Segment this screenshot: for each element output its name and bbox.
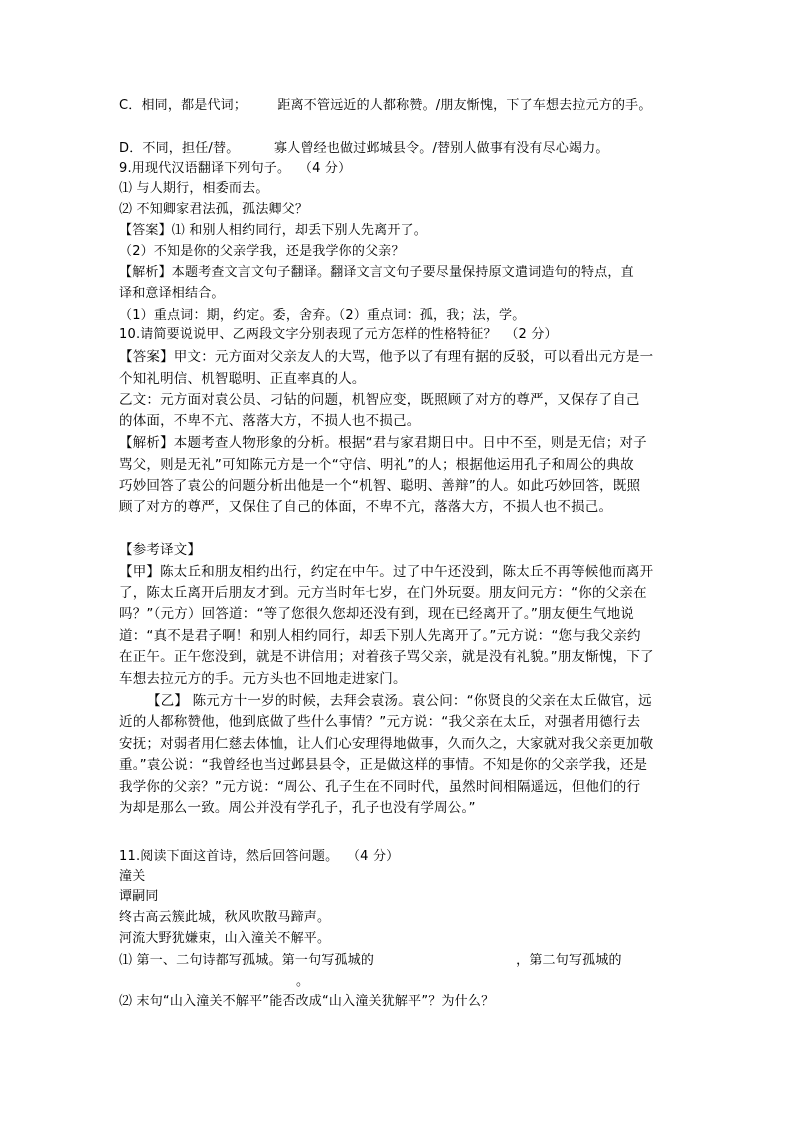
answer-9-line-1: 【答案】⑴ 和别人相约同行，却丢下别人先离开了。	[119, 223, 427, 238]
analysis-9-line-3: （1）重点词：期，约定。委，舍弃。（2）重点词：孤，我；法，学。	[119, 308, 526, 323]
poem-line-2: 河流大野犹嫌束，山入潼关不解平。	[119, 931, 331, 946]
reference-line-9: 安抚；对弱者用仁慈去体恤，让人们心安理得地做事，久而久之，大家就对我父亲更加敬	[119, 736, 654, 752]
question-11-item-1-part-a: ⑴ 第一、二句诗都写孤城。第一句写孤城的	[119, 953, 375, 968]
reference-line-7: 【乙】 陈元方十一岁的时候，去拜会袁汤。袁公问：“你贤良的父亲在太丘做官，远	[147, 693, 652, 709]
question-11: 11.阅读下面这首诗，然后回答问题。 （4 分）	[119, 849, 400, 864]
analysis-9-line-1: 【解析】本题考查文言文句子翻译。翻译文言文句子要尽量保持原文遣词造句的特点，直	[119, 265, 634, 280]
answer-10-line-4: 的体面，不卑不亢、落落大方，不损人也不损己。	[119, 413, 421, 429]
analysis-10-line-3: 巧妙回答了袁公的问题分析出他是一个“机智、聪明、善辩”的人。如此巧妙回答，既照	[119, 478, 641, 494]
question-9-item-1: ⑴ 与人期行，相委而去。	[119, 181, 269, 196]
poem-title: 潼关	[119, 869, 146, 884]
question-11-item-1-part-b: ，第二句写孤城的	[516, 953, 622, 968]
analysis-9-line-2: 译和意译相结合。	[119, 286, 225, 301]
poem-line-1: 终古高云簇此城，秋风吹散马蹄声。	[119, 910, 331, 925]
poem-author: 谭嗣同	[119, 889, 159, 904]
question-11-item-2: ⑵ 末句“山入潼关不解平”能否改成“山入潼关犹解平”？为什么？	[119, 994, 495, 1009]
answer-10-line-1: 【答案】甲文：元方面对父亲友人的大骂，他予以了有理有据的反驳，可以看出元方是一	[119, 349, 654, 365]
reference-line-10: 重。”袁公说：“我曾经也当过邺县县令，正是做这样的事情。不知是你的父亲学我，还是	[119, 757, 648, 773]
answer-10-line-2: 个知礼明信、机智聪明、正直率真的人。	[119, 371, 366, 387]
reference-line-11: 我学你的父亲？”元方说：“周公、孔子生在不同时代，虽然时间相隔遥远，但他们的行	[119, 779, 641, 795]
reference-line-3: 吗？”（元方）回答道：“等了您很久您却还没有到，现在已经离开了。”朋友便生气地说	[119, 606, 634, 622]
option-d: D．不同，担任/替。 寡人曾经也做过邺城县令。/替别人做事有没有尽心竭力。	[119, 141, 609, 156]
answer-9-line-2: （2）不知是你的父亲学我，还是我学你的父亲？	[119, 244, 405, 259]
answer-10-line-3: 乙文：元方面对袁公员、刁钻的问题，机智应变，既照顾了对方的尊严，又保存了自己	[119, 392, 640, 408]
analysis-10-line-4: 顾了对方的尊严，又保住了自己的体面，不卑不亢，落落大方，不损人也不损己。	[119, 499, 613, 515]
reference-line-1: 【甲】陈太丘和朋友相约出行，约定在中午。过了中午还没到，陈太丘不再等候他而离开	[119, 564, 654, 580]
reference-line-8: 近的人都称赞他，他到底做了些什么事情？”元方说：“我父亲在太丘，对强者用德行去	[119, 714, 641, 730]
analysis-10-line-1: 【解析】本题考查人物形象的分析。根据“君与家君期日中。日中不至，则是无信；对子	[119, 435, 647, 451]
reference-line-4: 道：“真不是君子啊！和别人相约同行，却丢下别人先离开了。”元方说：“您与我父亲约	[119, 628, 641, 644]
reference-line-12: 为却是那么一致。周公并没有学孔子，孔子也没有学周公。”	[119, 800, 476, 816]
reference-line-5: 在正午。正午您没到，就是不讲信用；对着孩子骂父亲，就是没有礼貌。”朋友惭愧，下了	[119, 649, 654, 665]
question-11-item-1	[119, 952, 679, 970]
reference-translation-title: 【参考译文】	[119, 542, 202, 558]
reference-line-2: 了，陈太丘离开后朋友才到。元方当时年七岁，在门外玩耍。朋友问元方：“你的父亲在	[119, 585, 647, 601]
question-11-item-1-part-c: 。	[296, 974, 310, 989]
question-9-item-2: ⑵ 不知卿家君法孤，孤法卿父？	[119, 202, 309, 217]
analysis-10-line-2: 骂父，则是无礼”可知陈元方是一个“守信、明礼”的人；根据他运用孔子和周公的典故	[119, 457, 634, 473]
question-9: 9.用现代汉语翻译下列句子。 （4 分）	[119, 161, 352, 176]
reference-line-6: 车想去拉元方的手。元方头也不回地走进家门。	[119, 671, 407, 687]
option-c: C．相同，都是代词； 距离不管远近的人都称赞。/朋友惭愧，下了车想去拉元方的手。	[119, 98, 652, 113]
question-10: 10.请简要说说甲、乙两段文字分别表现了元方怎样的性格特征？ （2 分）	[119, 327, 558, 342]
